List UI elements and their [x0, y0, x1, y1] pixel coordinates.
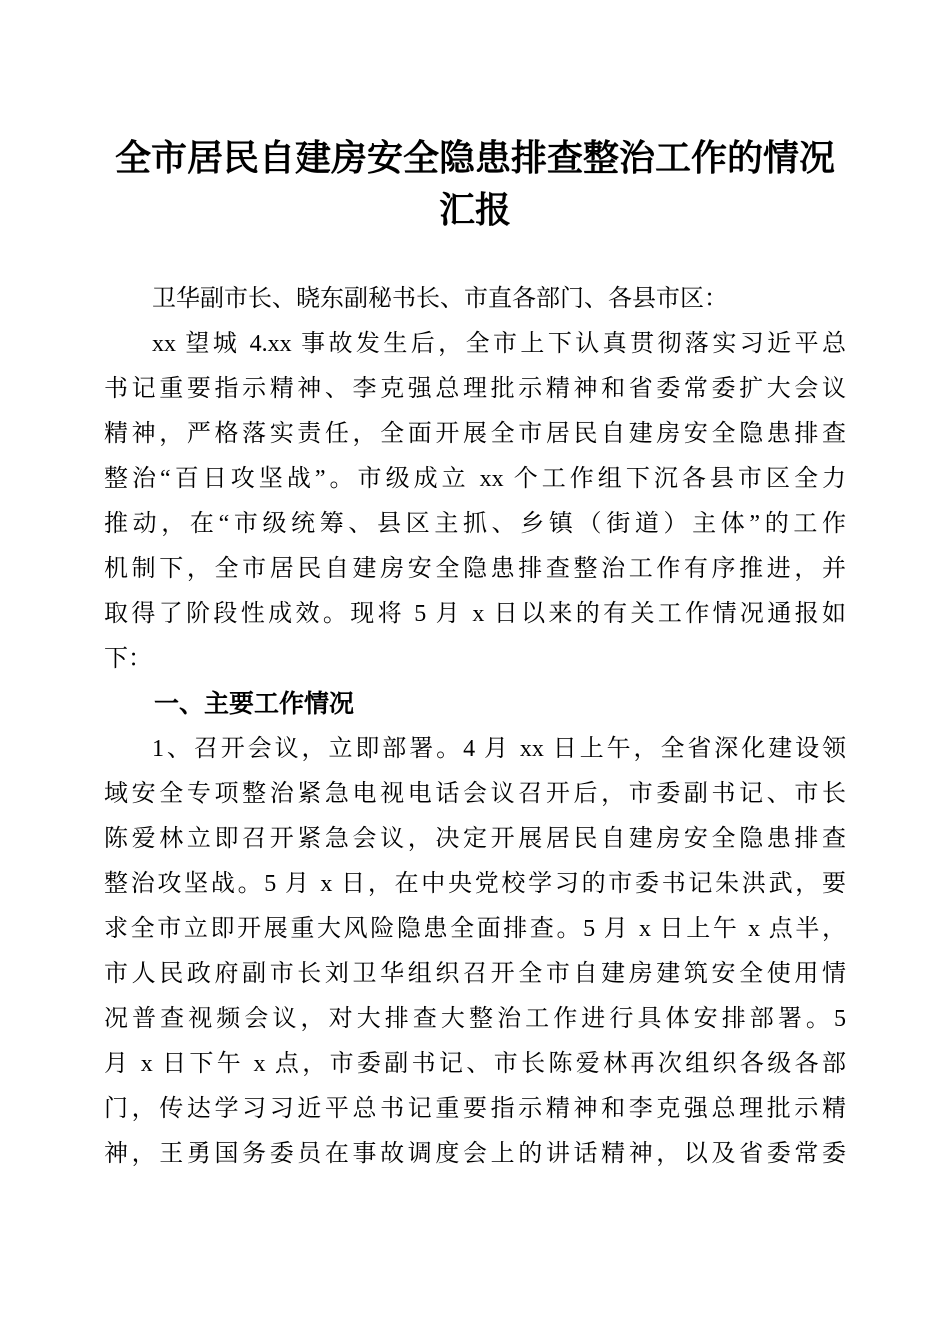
overview-paragraph [104, 322, 846, 682]
text-line: 1、召开会议，立即部署。4 月 xx 日上午，全省深化建设领 [152, 736, 846, 762]
addressee-paragraph [104, 277, 846, 322]
addressee-line: 卫华副市长、晓东副秘书长、市直各部门、各县市区： [152, 286, 728, 312]
text-line: 况普查视频会议，对大排查大整治工作进行具体安排部署。5 [104, 1006, 846, 1032]
text-line: 市人民政府副市长刘卫华组织召开全市自建房建筑安全使用情 [104, 961, 846, 987]
text-line: 机制下，全市居民自建房安全隐患排查整治工作有序推进，并 [104, 556, 846, 582]
text-line: 推动，在“市级统筹、县区主抓、乡镇（街道）主体”的工作 [104, 511, 846, 537]
text-line: xx 望城 4.xx 事故发生后，全市上下认真贯彻落实习近平总 [152, 331, 846, 357]
text-line: 陈爱林立即召开紧急会议，决定开展居民自建房安全隐患排查 [104, 826, 846, 852]
main-work-paragraph [104, 727, 846, 1177]
text-line: 求全市立即开展重大风险隐患全面排查。5 月 x 日上午 x 点半， [104, 916, 846, 942]
document-title: 全市居民自建房安全隐患排查整治工作的情况汇报 [114, 138, 835, 230]
text-line: 整治攻坚战。5 月 x 日，在中央党校学习的市委书记朱洪武，要 [104, 871, 846, 897]
text-line: 下： [104, 646, 152, 672]
text-line: 域安全专项整治紧急电视电话会议召开后，市委副书记、市长 [104, 781, 846, 807]
text-line: 取得了阶段性成效。现将 5 月 x 日以来的有关工作情况通报如 [104, 601, 846, 627]
text-line: 神，王勇国务委员在事故调度会上的讲话精神，以及省委常委 [104, 1141, 846, 1167]
text-line: 门，传达学习习近平总书记重要指示精神和李克强总理批示精 [104, 1096, 846, 1122]
section-heading: 一、主要工作情况 [154, 690, 355, 718]
text-line: 书记重要指示精神、李克强总理批示精神和省委常委扩大会议 [104, 376, 846, 402]
text-line: 精神，严格落实责任，全面开展全市居民自建房安全隐患排查 [104, 421, 846, 447]
document-body [104, 277, 846, 1177]
text-line: 整治“百日攻坚战”。市级成立 xx 个工作组下沉各县市区全力 [104, 466, 846, 492]
text-line: 月 x 日下午 x 点，市委副书记、市长陈爱林再次组织各级各部 [104, 1051, 846, 1077]
